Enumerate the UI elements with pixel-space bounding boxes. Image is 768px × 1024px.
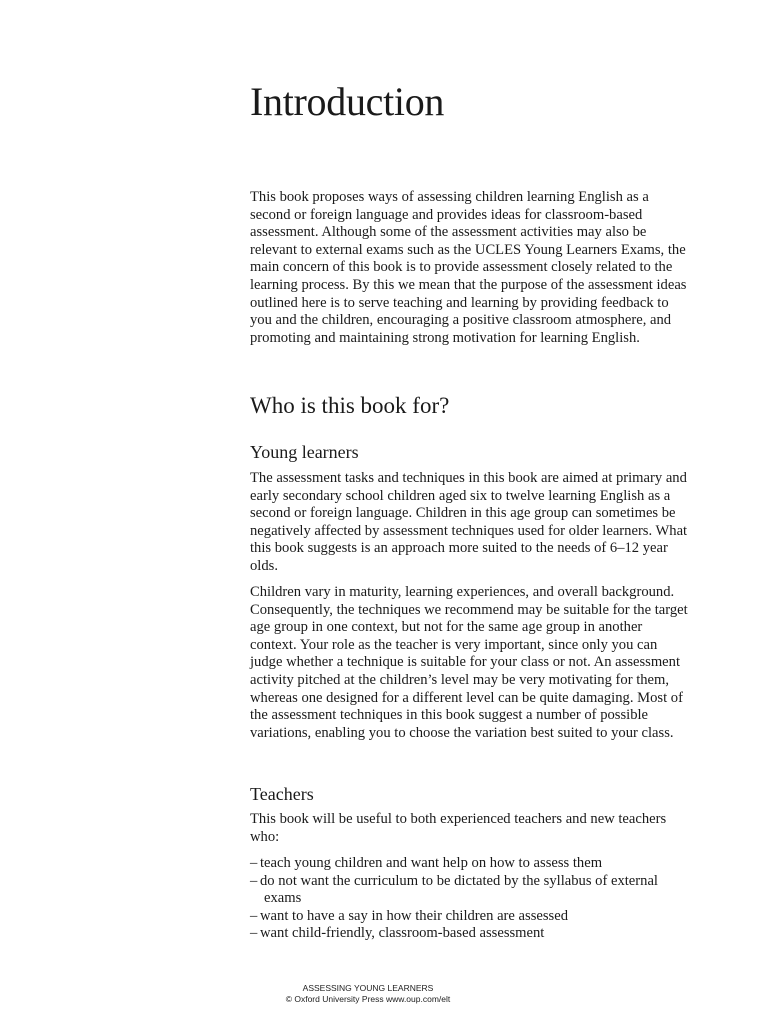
list-item-text: want child-friendly, classroom-based assessment: [260, 925, 545, 942]
list-item-text: want to have a say in how their children are assessed: [260, 907, 568, 924]
young-learners-paragraph-1: The assessment tasks and techniques in this book are aimed at primary and early secondary school children aged six to twelve learning English as a second or foreign language. Children in this age group can sometimes be negatively affected by assessment techniques used for older learners. What this book suggests is an approach more suited to the needs of 6–12 year olds.: [250, 470, 688, 574]
list-item: [250, 908, 690, 926]
footer-copyright: © Oxford University Press www.oup.com/elt: [285, 994, 451, 1004]
teachers-paragraph-1: This book will be useful to both experienced teachers and new teachers who:: [250, 811, 667, 845]
page-title: Introduction: [250, 79, 445, 124]
page-footer: [250, 983, 486, 1005]
teachers-heading: Teachers: [250, 784, 314, 804]
bullet-dash: –: [250, 907, 258, 924]
teachers-bullet-list: [250, 855, 690, 943]
intro-paragraph: This book proposes ways of assessing children learning English as a second or foreign language and provides ideas for classroom-based assessment. Although some of the assessment activities may also be relevant to external exams such as the UCLES Young Learners Exams, the main concern of this book is to provide assessment closely related to the learning process. By this we mean that the purpose of the assessment ideas outlined here is to serve teaching and learning by providing feedback to you and the children, encouraging a positive classroom atmosphere, and promoting and maintaining strong motivation for learning English.: [250, 189, 687, 346]
list-item: [250, 925, 690, 943]
list-item: [250, 855, 690, 873]
list-item: [250, 873, 690, 908]
young-learners-paragraph-2: Children vary in maturity, learning experiences, and overall background. Consequently, the techniques we recommend may be suitable for the target age group in one context, but not for the same age group in another context. Your role as the teacher is very important, since only you can judge whether a technique is suitable for your class or not. An assessment activity pitched at the children’s level may be very motivating for them, whereas one designed for a different level can be quite damaging. Most of the assessment techniques in this book suggest a number of possible variations, enabling you to choose the variation best suited to your class.: [250, 584, 688, 741]
bullet-dash: –: [250, 925, 258, 942]
bullet-dash: –: [250, 872, 258, 889]
list-item-text: do not want the curriculum to be dictated by the syllabus of external exams: [260, 872, 658, 907]
list-item-text: teach young children and want help on how to assess them: [260, 855, 603, 871]
bullet-dash: –: [250, 855, 258, 871]
footer-book-title: ASSESSING YOUNG LEARNERS: [302, 983, 434, 993]
young-learners-heading: Young learners: [250, 442, 359, 462]
section-heading: Who is this book for?: [250, 393, 450, 418]
